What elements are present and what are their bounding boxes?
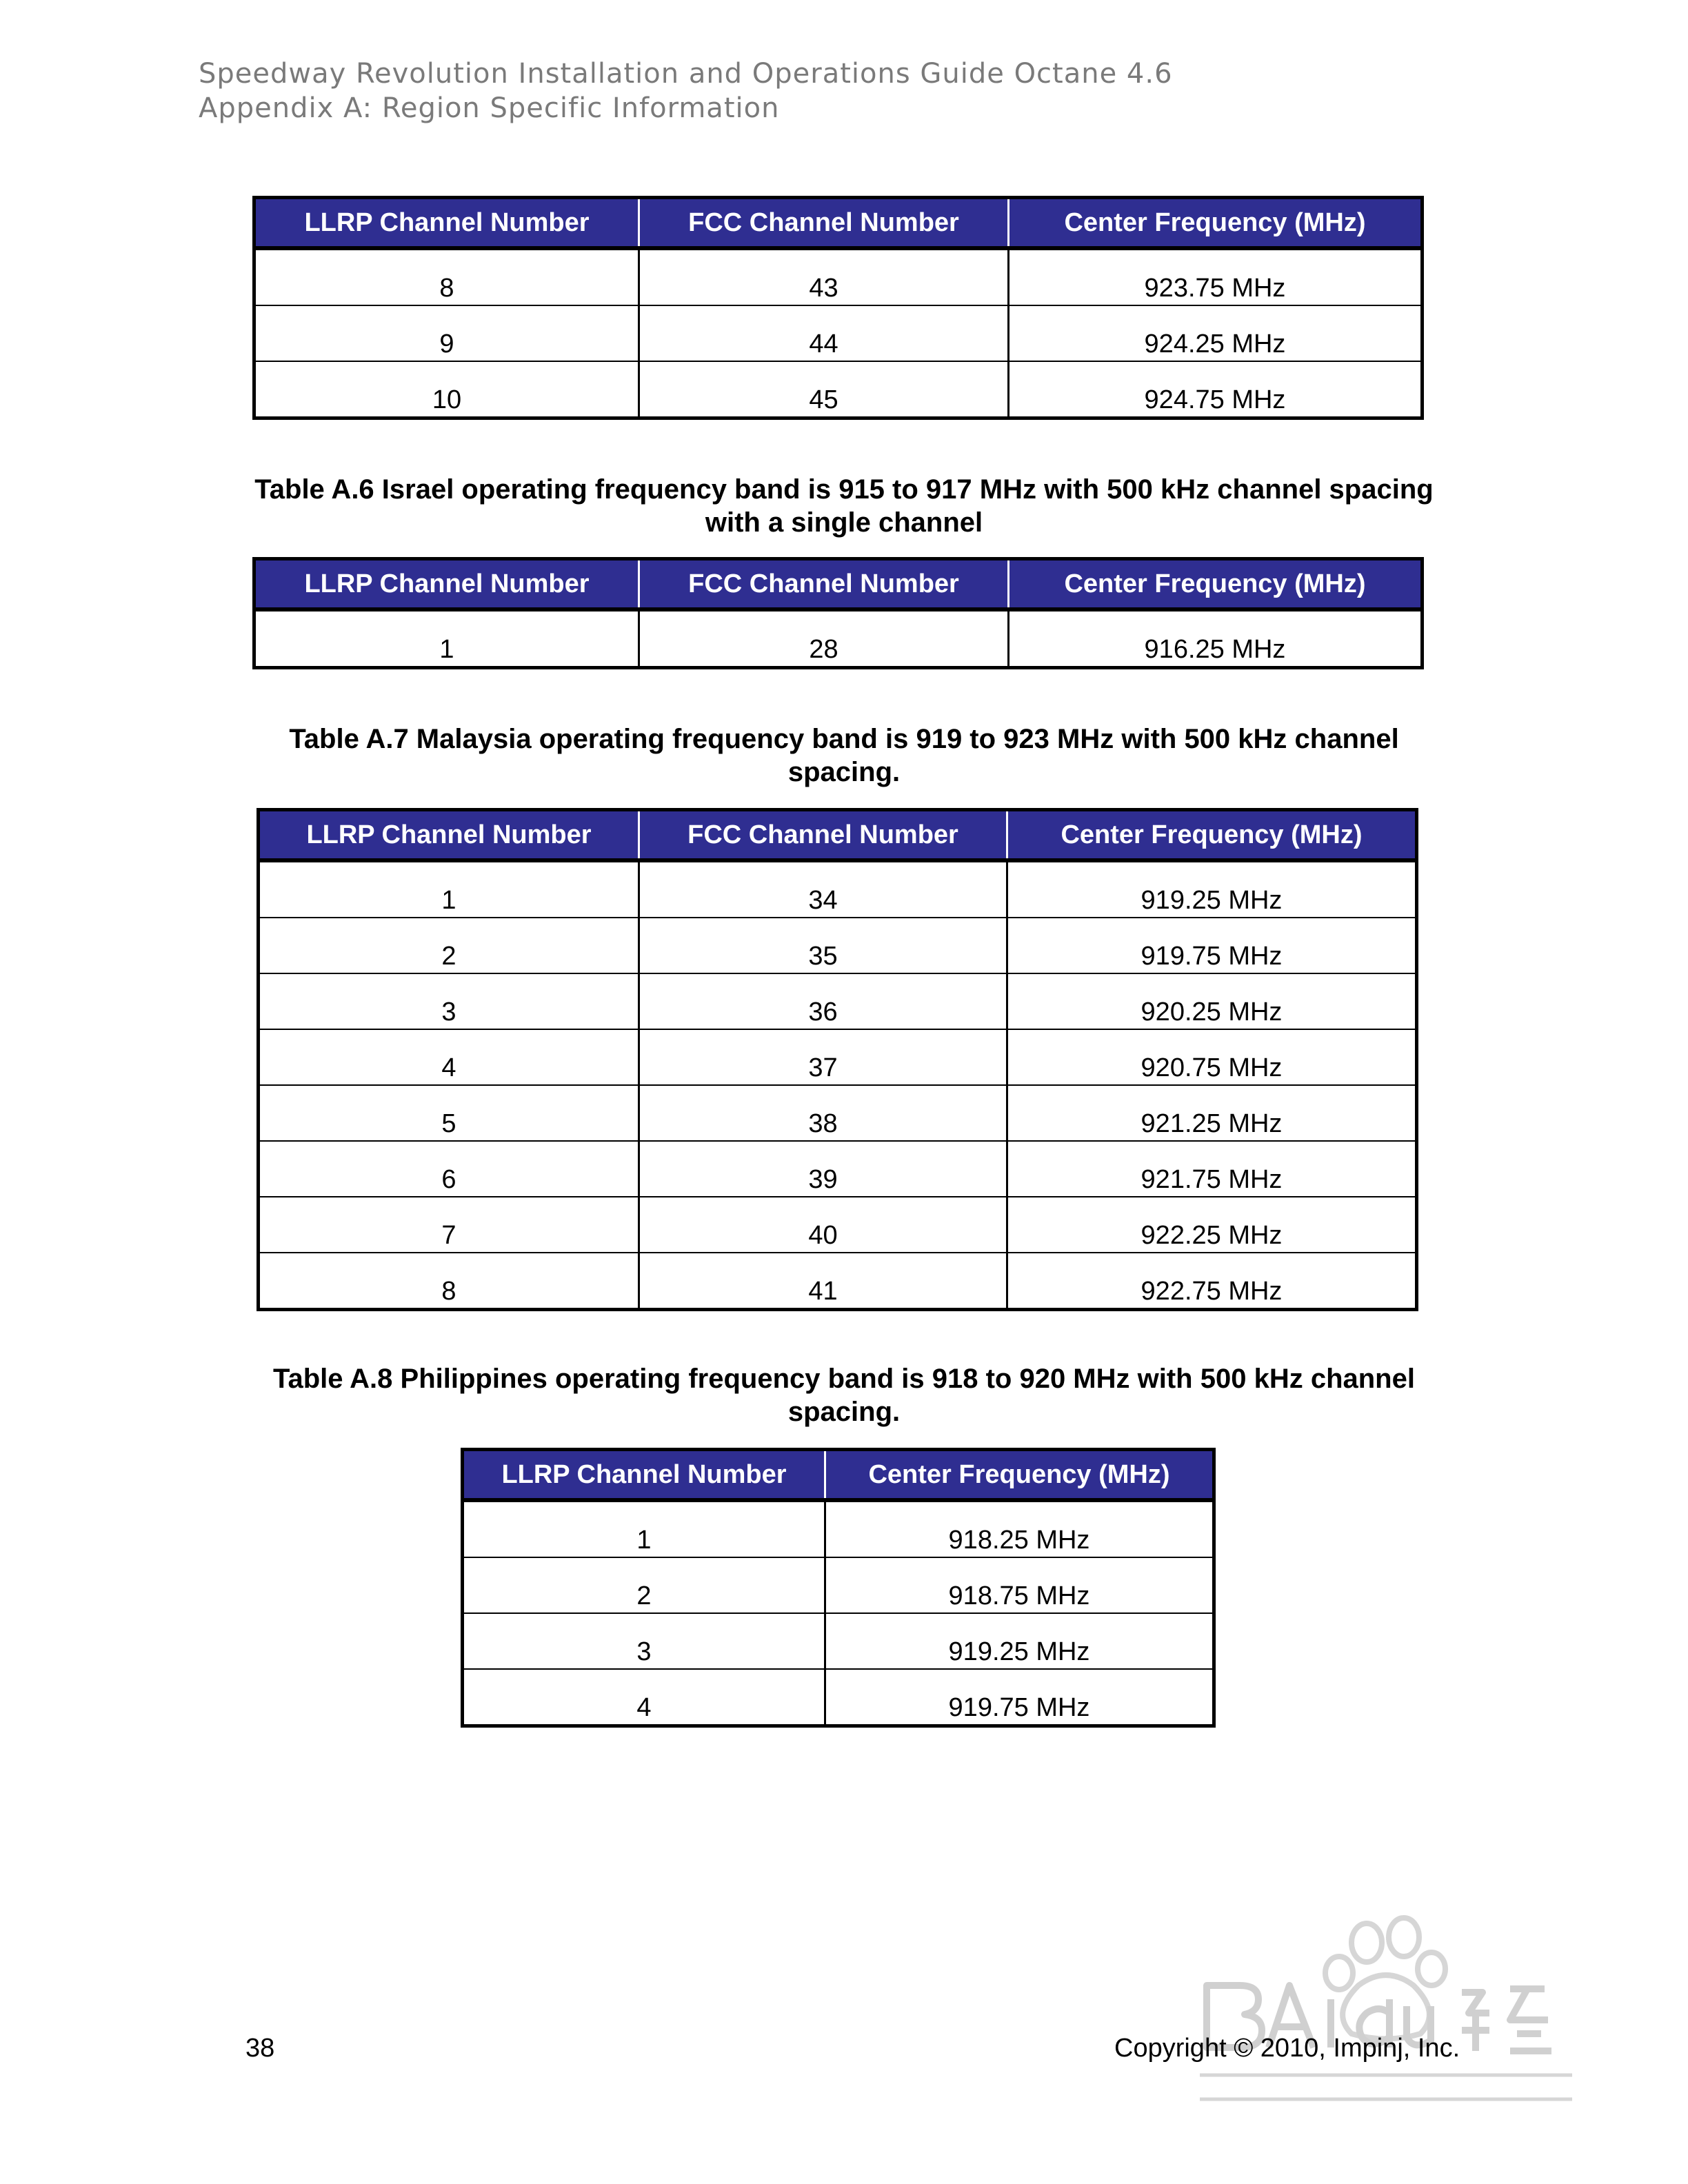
table-row [254,609,1423,668]
frequency-cell: 923.75 MHz [1009,248,1423,305]
page-number: 38 [245,2034,275,2063]
table-a8-caption [199,1362,1489,1428]
table-row [259,1085,1417,1141]
frequency-cell: 924.25 MHz [1009,305,1423,361]
table-row [259,1141,1417,1197]
caption-line: Table A.8 Philippines operating frequency band is 918 to 920 MHz with 500 kHz channel [273,1364,1415,1394]
column-header-frequency: Center Frequency (MHz) [1009,198,1423,249]
frequency-cell: 916.25 MHz [1009,609,1423,668]
caption-line: spacing. [787,757,901,787]
table-a7-caption [199,722,1489,789]
llrp-cell: 3 [259,973,639,1029]
frequency-cell: 924.75 MHz [1009,361,1423,418]
frequency-cell: 921.25 MHz [1007,1085,1417,1141]
table-a6 [252,557,1424,669]
fcc-cell: 36 [639,973,1007,1029]
caption-line: with a single channel [705,507,983,538]
caption-line: Table A.6 Israel operating frequency band is 915 to 917 MHz with 500 kHz channel spacing [254,474,1434,505]
frequency-cell: 919.25 MHz [1007,860,1417,918]
table-row [463,1613,1214,1669]
llrp-cell: 8 [259,1253,639,1310]
column-header-fcc: FCC Channel Number [639,198,1009,249]
frequency-cell: 918.25 MHz [825,1500,1214,1557]
column-header-frequency: Center Frequency (MHz) [1007,810,1417,861]
column-header-llrp: LLRP Channel Number [254,559,639,610]
table-row [463,1669,1214,1726]
table-row [259,973,1417,1029]
column-header-fcc: FCC Channel Number [639,559,1009,610]
column-header-fcc: FCC Channel Number [639,810,1007,861]
fcc-cell: 45 [639,361,1009,418]
llrp-cell: 4 [259,1029,639,1085]
table-row [259,860,1417,918]
llrp-cell: 3 [463,1613,825,1669]
column-header-llrp: LLRP Channel Number [254,198,639,249]
table-row [254,305,1423,361]
llrp-cell: 10 [254,361,639,418]
running-header-title: Speedway Revolution Installation and Operations Guide Octane 4.6 [199,58,1173,90]
frequency-cell: 919.75 MHz [1007,918,1417,973]
table-row [463,1500,1214,1557]
fcc-cell: 41 [639,1253,1007,1310]
llrp-cell: 5 [259,1085,639,1141]
frequency-cell: 919.25 MHz [825,1613,1214,1669]
column-header-llrp: LLRP Channel Number [463,1450,825,1501]
table-a8 [461,1448,1216,1728]
table-a7 [257,808,1418,1311]
fcc-cell: 37 [639,1029,1007,1085]
frequency-cell: 922.25 MHz [1007,1197,1417,1253]
table-row [254,248,1423,305]
column-header-llrp: LLRP Channel Number [259,810,639,861]
fcc-cell: 40 [639,1197,1007,1253]
column-header-frequency: Center Frequency (MHz) [825,1450,1214,1501]
llrp-cell: 7 [259,1197,639,1253]
baidu-watermark-logo [1186,1910,1586,2110]
table-continued [252,196,1424,420]
frequency-cell: 920.75 MHz [1007,1029,1417,1085]
caption-line: Table A.7 Malaysia operating frequency band is 919 to 923 MHz with 500 kHz channel [289,724,1399,754]
fcc-cell: 43 [639,248,1009,305]
frequency-cell: 918.75 MHz [825,1557,1214,1613]
frequency-cell: 921.75 MHz [1007,1141,1417,1197]
table-a6-caption [199,473,1489,539]
fcc-cell: 35 [639,918,1007,973]
running-header [199,57,1173,125]
llrp-cell: 4 [463,1669,825,1726]
llrp-cell: 1 [441,886,456,915]
llrp-cell: 2 [259,918,639,973]
fcc-cell: 34 [639,860,1007,918]
table-row [259,1253,1417,1310]
running-header-section: Appendix A: Region Specific Information [199,92,780,124]
llrp-cell: 2 [463,1557,825,1613]
caption-line: spacing. [787,1397,901,1427]
llrp-cell: 8 [439,274,454,303]
copyright-notice: Copyright © 2010, Impinj, Inc. [1114,2034,1460,2063]
llrp-cell: 1 [439,635,454,664]
llrp-cell: 6 [259,1141,639,1197]
baidu-paw-logo-icon [1186,1910,1586,2110]
llrp-cell: 1 [636,1526,652,1555]
llrp-cell: 9 [254,305,639,361]
fcc-cell: 39 [639,1141,1007,1197]
fcc-cell: 28 [639,609,1009,668]
table-row [463,1557,1214,1613]
table-row [259,1029,1417,1085]
column-header-frequency: Center Frequency (MHz) [1009,559,1423,610]
fcc-cell: 38 [639,1085,1007,1141]
table-row [254,361,1423,418]
fcc-cell: 44 [639,305,1009,361]
frequency-cell: 922.75 MHz [1007,1253,1417,1310]
frequency-cell: 919.75 MHz [825,1669,1214,1726]
table-row [259,918,1417,973]
table-row [259,1197,1417,1253]
frequency-cell: 920.25 MHz [1007,973,1417,1029]
